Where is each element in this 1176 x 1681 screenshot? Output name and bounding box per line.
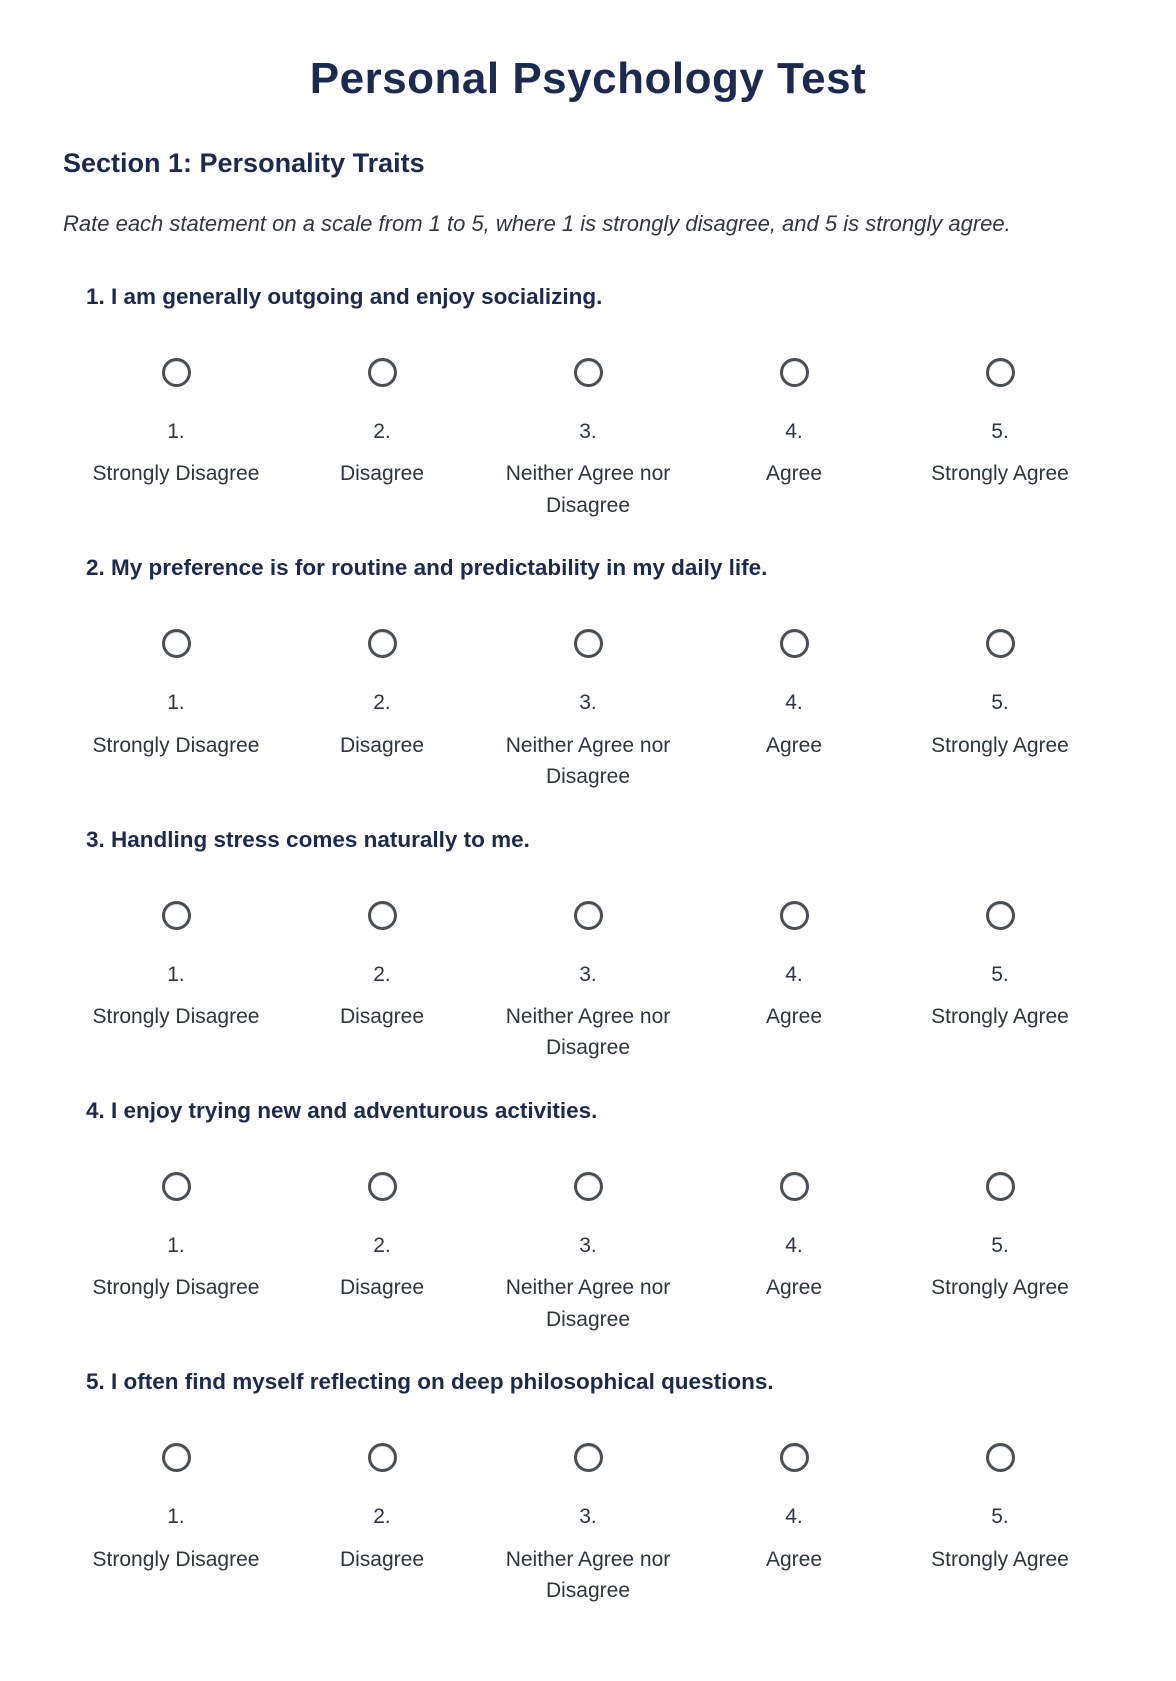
radio-button-icon[interactable] (780, 358, 809, 387)
likert-option-column (897, 358, 1103, 521)
likert-options-row (63, 358, 1113, 521)
option-number: 5. (991, 1505, 1009, 1529)
likert-options-row (63, 1443, 1113, 1606)
question-block (63, 1369, 1113, 1606)
radio-button-icon[interactable] (574, 1443, 603, 1472)
option-label: Neither Agree nor Disagree (505, 733, 671, 789)
radio-button-icon[interactable] (986, 629, 1015, 658)
radio-button-icon[interactable] (574, 358, 603, 387)
radio-button-icon[interactable] (574, 1172, 603, 1201)
option-number: 3. (579, 1233, 597, 1257)
option-label: Strongly Agree (931, 1004, 1069, 1028)
radio-button-icon[interactable] (368, 629, 397, 658)
likert-option-column (485, 901, 691, 1064)
radio-button-icon[interactable] (162, 901, 191, 930)
option-number: 5. (991, 1233, 1009, 1257)
likert-option-column (73, 1172, 279, 1335)
option-label: Disagree (339, 1547, 425, 1571)
radio-button-icon[interactable] (986, 1443, 1015, 1472)
option-label: Disagree (339, 462, 425, 486)
option-number: 1. (167, 1505, 185, 1529)
radio-button-icon[interactable] (986, 901, 1015, 930)
radio-button-icon[interactable] (368, 358, 397, 387)
question-text: 1. I am generally outgoing and enjoy socializing. (86, 283, 603, 309)
option-label: Agree (765, 733, 823, 757)
likert-option-column (485, 1172, 691, 1335)
option-number: 4. (785, 1505, 803, 1529)
question-block (63, 284, 1113, 521)
option-number: 5. (991, 419, 1009, 443)
option-label: Neither Agree nor Disagree (505, 1276, 671, 1331)
question-text: 5. I often find myself reflecting on deep philosophical questions. (86, 1369, 774, 1395)
radio-button-icon[interactable] (368, 901, 397, 930)
radio-button-icon[interactable] (780, 1172, 809, 1201)
option-label: Strongly Disagree (92, 1547, 260, 1571)
section-heading: Section 1: Personality Traits (63, 148, 425, 178)
option-label: Neither Agree nor Disagree (505, 1547, 671, 1603)
radio-button-icon[interactable] (986, 358, 1015, 387)
questions-container (63, 284, 1113, 1607)
instructions-text: Rate each statement on a scale from 1 to 5, where 1 is strongly disagree, and 5 is strongly agree. (63, 211, 1011, 236)
option-number: 4. (785, 691, 803, 715)
option-label: Disagree (339, 733, 425, 757)
likert-option-column (73, 629, 279, 792)
option-number: 3. (579, 691, 597, 715)
option-label: Strongly Disagree (92, 1276, 260, 1300)
question-text: 2. My preference is for routine and predictability in my daily life. (86, 555, 768, 581)
option-number: 1. (167, 1233, 185, 1257)
radio-button-icon[interactable] (162, 358, 191, 387)
option-label: Disagree (339, 1276, 425, 1300)
option-number: 2. (373, 962, 391, 986)
option-number: 2. (373, 1233, 391, 1257)
radio-button-icon[interactable] (780, 629, 809, 658)
option-label: Strongly Disagree (92, 1004, 260, 1028)
radio-button-icon[interactable] (780, 1443, 809, 1472)
likert-options-row (63, 1172, 1113, 1335)
likert-option-column (485, 358, 691, 521)
option-label: Neither Agree nor Disagree (505, 462, 671, 517)
page-title: Personal Psychology Test (309, 54, 867, 103)
option-label: Strongly Disagree (92, 462, 260, 486)
option-label: Agree (765, 462, 823, 486)
option-number: 4. (785, 1233, 803, 1257)
option-label: Agree (765, 1004, 823, 1028)
likert-option-column (691, 901, 897, 1064)
option-label: Strongly Agree (931, 1547, 1069, 1571)
option-number: 5. (991, 962, 1009, 986)
radio-button-icon[interactable] (780, 901, 809, 930)
option-number: 2. (373, 419, 391, 443)
option-number: 1. (167, 691, 185, 715)
radio-button-icon[interactable] (162, 629, 191, 658)
option-number: 2. (373, 1505, 391, 1529)
option-number: 1. (167, 419, 185, 443)
option-label: Strongly Agree (931, 462, 1069, 486)
question-text: 4. I enjoy trying new and adventurous activities. (86, 1097, 598, 1123)
likert-option-column (897, 1443, 1103, 1606)
likert-option-column (73, 1443, 279, 1606)
question-block (63, 555, 1113, 792)
option-number: 3. (579, 1505, 597, 1529)
likert-option-column (691, 629, 897, 792)
option-number: 4. (785, 419, 803, 443)
radio-button-icon[interactable] (368, 1172, 397, 1201)
likert-option-column (279, 358, 485, 521)
likert-option-column (279, 629, 485, 792)
likert-option-column (897, 901, 1103, 1064)
likert-option-column (73, 358, 279, 521)
option-label: Agree (765, 1547, 823, 1571)
question-block (63, 827, 1113, 1064)
likert-options-row (63, 629, 1113, 792)
likert-option-column (691, 1172, 897, 1335)
question-block (63, 1098, 1113, 1335)
likert-option-column (691, 358, 897, 521)
option-label: Strongly Agree (931, 733, 1069, 757)
option-label: Agree (765, 1276, 823, 1300)
option-number: 3. (579, 962, 597, 986)
radio-button-icon[interactable] (368, 1443, 397, 1472)
option-label: Neither Agree nor Disagree (505, 1004, 671, 1060)
option-number: 4. (785, 962, 803, 986)
option-label: Strongly Agree (931, 1276, 1069, 1300)
likert-option-column (897, 1172, 1103, 1335)
likert-option-column (485, 629, 691, 792)
likert-option-column (691, 1443, 897, 1606)
likert-option-column (485, 1443, 691, 1606)
radio-button-icon[interactable] (162, 1172, 191, 1201)
option-number: 2. (373, 691, 391, 715)
radio-button-icon[interactable] (162, 1443, 191, 1472)
likert-option-column (897, 629, 1103, 792)
likert-option-column (279, 1172, 485, 1335)
radio-button-icon[interactable] (574, 901, 603, 930)
option-number: 5. (991, 691, 1009, 715)
option-label: Strongly Disagree (92, 733, 260, 757)
likert-options-row (63, 901, 1113, 1064)
question-text: 3. Handling stress comes naturally to me. (86, 826, 530, 852)
option-number: 1. (167, 962, 185, 986)
likert-option-column (279, 901, 485, 1064)
option-number: 3. (579, 419, 597, 443)
option-label: Disagree (339, 1004, 425, 1028)
likert-option-column (73, 901, 279, 1064)
radio-button-icon[interactable] (574, 629, 603, 658)
likert-option-column (279, 1443, 485, 1606)
radio-button-icon[interactable] (986, 1172, 1015, 1201)
